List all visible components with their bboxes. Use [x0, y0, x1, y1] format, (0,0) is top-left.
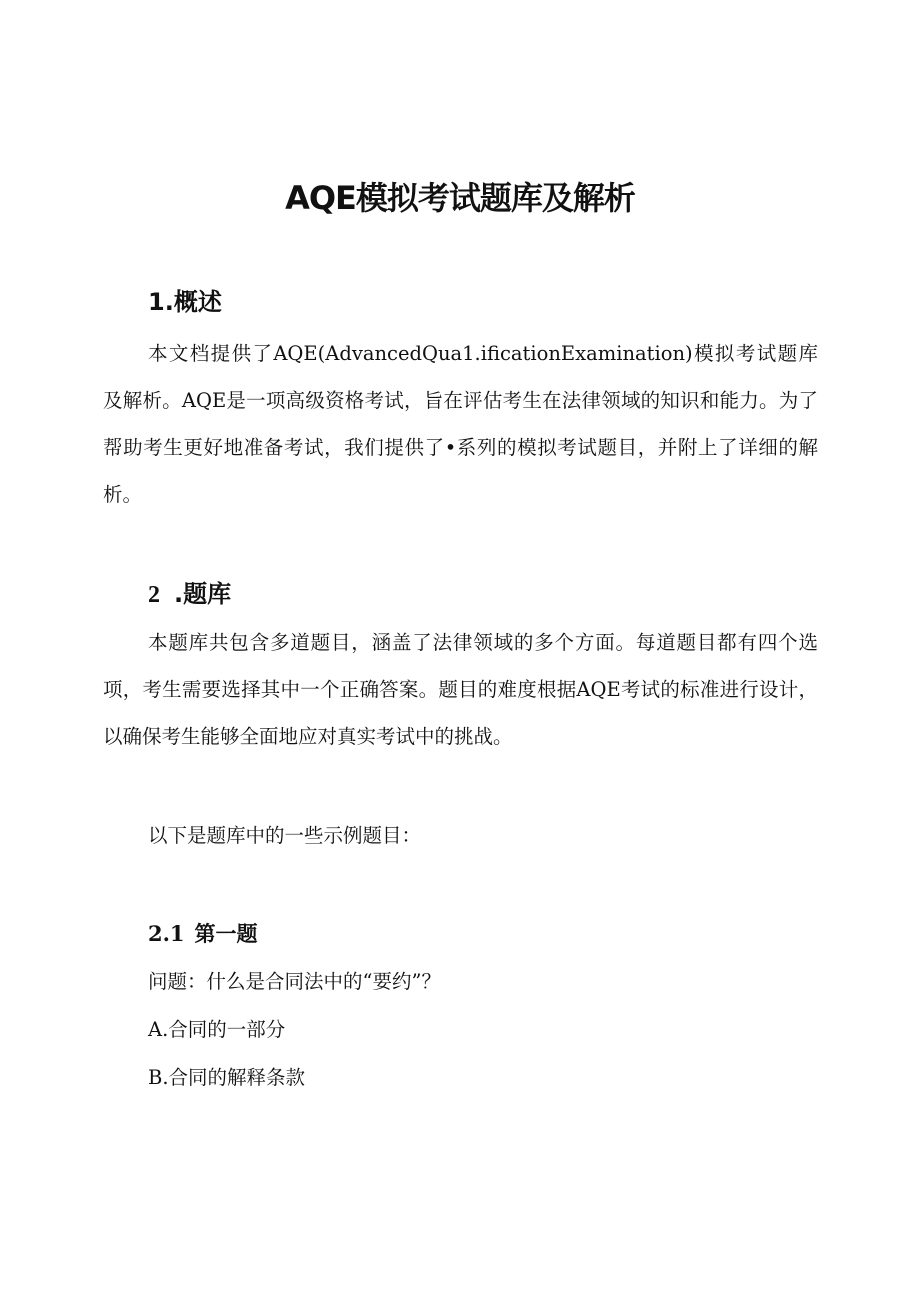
section-title: .题库: [174, 580, 232, 608]
question-text: 问题：什么是合同法中的“要约”？: [148, 970, 441, 993]
question-label: 第一题: [194, 922, 258, 946]
section-heading-bank: [148, 576, 231, 613]
document-title: AQE模拟考试题库及解析: [285, 179, 635, 217]
section-heading-overview: 1.概述: [148, 288, 222, 316]
section-number: 2: [148, 582, 160, 608]
question-heading: [148, 916, 258, 952]
bank-paragraph: 本题库共包含多道题目，涵盖了法律领域的多个方面。每道题目都有四个选项，考生需要选择其中一个正确答案。题目的难度根据AQE考试的标准进行设计，以确保考生能够全面地应对真实考试中的挑战。: [103, 631, 818, 748]
examples-intro: 以下是题库中的一些示例题目：: [148, 824, 422, 847]
option-a: A.合同的一部分: [148, 1018, 286, 1041]
question-number: 2.1: [148, 921, 185, 946]
option-b: B.合同的解释条款: [148, 1066, 306, 1089]
overview-paragraph: 本文档提供了AQE(AdvancedQua1.ificationExamination)模拟考试题库及解析。AQE是一项高级资格考试，旨在评估考生在法律领域的知识和能力。为了帮助考生更好地准备考试，我们提供了•系列的模拟考试题目，并附上了详细的解析。: [103, 342, 818, 506]
